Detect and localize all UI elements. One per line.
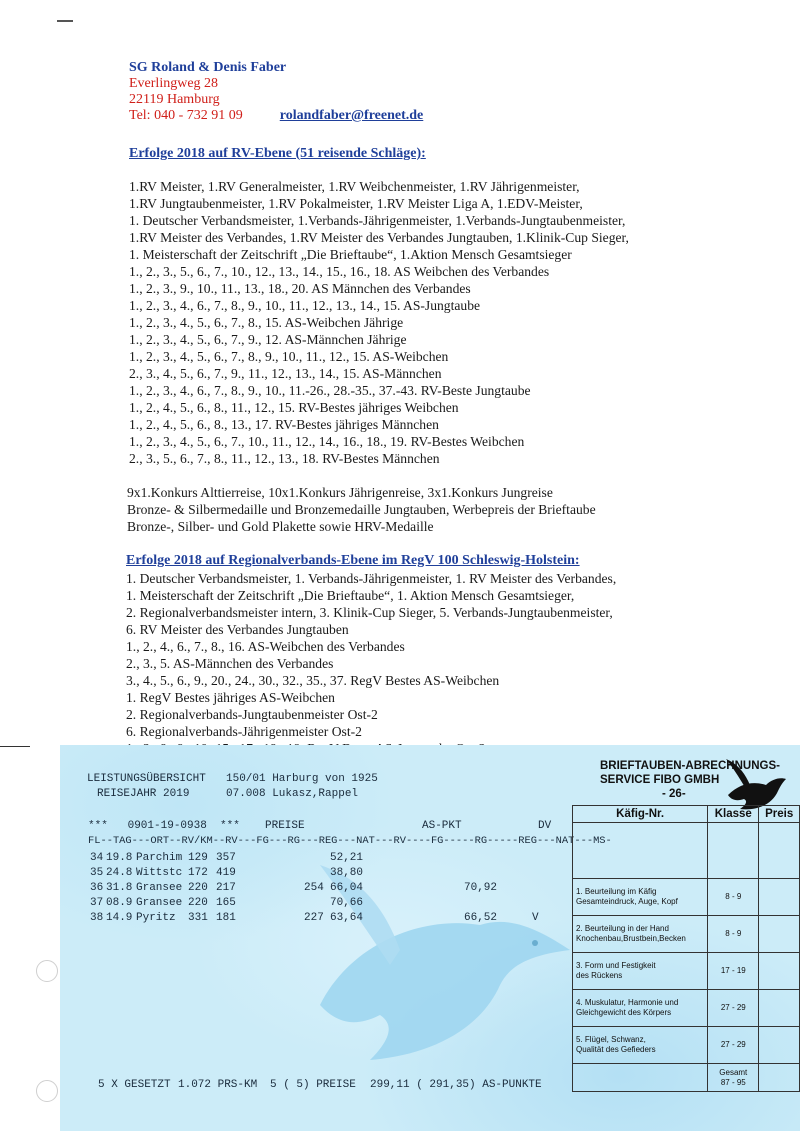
row-as-rv: 63,64 [330, 912, 364, 924]
row-fl: 34 [90, 852, 104, 864]
list-item: 1. Meisterschaft der Zeitschrift „Die Brieftaube“, 1. Aktion Mensch Gesamtsieger, [126, 588, 575, 603]
breeder-name: SG Roland & Denis Faber [129, 60, 287, 75]
breeder-city: 22119 Hamburg [129, 92, 220, 107]
row-tag: 19.8 [106, 852, 133, 864]
list-item: 2. Regionalverbandsmeister intern, 3. Klinik-Cup Sieger, 5. Verbands-Jungtaubenmeister, [126, 605, 613, 620]
list-item: 2., 3., 5. AS-Männchen des Verbandes [126, 656, 334, 671]
row-as-rv: 66,04 [330, 882, 364, 894]
list-item: 1., 2., 3., 4., 6., 7., 8., 9., 10., 11., 12., 13., 14., 15. AS-Jungtaube [129, 298, 481, 313]
price-cell [759, 823, 800, 879]
service-line2: SERVICE FIBO GMBH [600, 774, 720, 786]
list-item: 1. RegV Bestes jähriges AS-Weibchen [126, 690, 335, 705]
criteria-score: 27 - 29 [708, 990, 759, 1027]
row-km: 331 [188, 912, 208, 924]
criteria-entry [759, 1027, 800, 1064]
row-as-rg: 70,92 [464, 882, 498, 894]
breeder-phone: Tel: 040 - 732 91 09 [129, 108, 243, 123]
list-item: 1., 2., 4., 5., 6., 8., 11., 12., 15. RV-Bestes jähriges Weibchen [129, 400, 459, 415]
total-score: Gesamt 87 - 95 [708, 1064, 759, 1092]
row-fl: 36 [90, 882, 104, 894]
row-tag: 31.8 [106, 882, 133, 894]
criteria-entry [759, 879, 800, 916]
row-km: 129 [188, 852, 208, 864]
row-preis: 227 [304, 912, 324, 924]
cage-cell [573, 823, 708, 879]
header-price: Preis [759, 806, 800, 823]
criteria-label: 2. Beurteilung in der Hand Knochenbau,Brustbein,Becken [573, 916, 708, 953]
row-ort: Pyritz [136, 912, 176, 924]
criteria-entry [759, 953, 800, 990]
row-as-rv: 38,80 [330, 867, 364, 879]
row-rv: 165 [216, 897, 236, 909]
punch-hole [36, 1080, 58, 1102]
list-item: Bronze-, Silber- und Gold Plakette sowie HRV-Medaille [127, 519, 434, 534]
list-item: 2. Regionalverbands-Jungtaubenmeister Ost-2 [126, 707, 378, 722]
list-item: 1., 2., 3., 9., 10., 11., 13., 18., 20. AS Männchen des Verbandes [129, 281, 471, 296]
row-tag: 08.9 [106, 897, 133, 909]
list-item: Bronze- & Silbermedaille und Bronzemedaille Jungtauben, Werbepreis der Brieftaube [127, 502, 596, 517]
row-ort: Gransee [136, 897, 183, 909]
list-item: 2., 3., 5., 6., 7., 8., 11., 12., 13., 18. RV-Bestes Männchen [129, 451, 440, 466]
section-rv-extra [127, 484, 596, 535]
evaluation-table [572, 805, 800, 1092]
list-item: 6. Regionalverbands-Jährigenmeister Ost-2 [126, 724, 362, 739]
dove-watermark-icon [280, 855, 580, 1075]
list-item: 6. RV Meister des Verbandes Jungtauben [126, 622, 349, 637]
slip-footer-gesetzt: 5 X GESETZT [98, 1079, 171, 1091]
row-fl: 37 [90, 897, 104, 909]
class-cell [708, 823, 759, 879]
list-item: 1., 2., 3., 5., 6., 7., 10., 12., 13., 14., 15., 16., 18. AS Weibchen des Verbandes [129, 264, 550, 279]
list-item: 2., 3., 4., 5., 6., 7., 9., 11., 12., 13., 14., 15. AS-Männchen [129, 366, 442, 381]
list-item: 1. Meisterschaft der Zeitschrift „Die Brieftaube“, 1.Aktion Mensch Gesamtsieger [129, 247, 572, 262]
row-as-rg: 66,52 [464, 912, 498, 924]
result-slip [60, 745, 800, 1131]
row-tag: 24.8 [106, 867, 133, 879]
slip-year: REISEJAHR 2019 [97, 788, 190, 800]
row-fl: 35 [90, 867, 104, 879]
criteria-label: 5. Flügel, Schwanz, Qualität des Gefieders [573, 1027, 708, 1064]
row-rv: 217 [216, 882, 236, 894]
criteria-label: 1. Beurteilung im Käfig Gesamteindruck, Auge, Kopf [573, 879, 708, 916]
row-dv: V [532, 912, 539, 924]
row-ort: Parchim [136, 852, 183, 864]
row-ort: Wittstc [136, 867, 183, 879]
row-fl: 38 [90, 912, 104, 924]
list-item: 1. Deutscher Verbandsmeister, 1. Verbands-Jährigenmeister, 1. RV Meister des Verbandes, [126, 571, 617, 586]
list-item: 3., 4., 5., 6., 9., 20., 24., 30., 32., 35., 37. RegV Bestes AS-Weibchen [126, 673, 500, 688]
row-rv: 181 [216, 912, 236, 924]
row-as-rv: 52,21 [330, 852, 364, 864]
section-regv-title: Erfolge 2018 auf Regionalverbands-Ebene im RegV 100 Schleswig-Holstein: [126, 553, 580, 568]
list-item: 1., 2., 3., 4., 5., 6., 7., 10., 11., 12., 14., 16., 18., 19. RV-Bestes Weibchen [129, 434, 525, 449]
criteria-score: 17 - 19 [708, 953, 759, 990]
list-item: 9x1.Konkurs Alttierreise, 10x1.Konkurs Jährigenreise, 3x1.Konkurs Jungreise [127, 485, 553, 500]
cut-line [0, 746, 30, 747]
list-item: 1., 2., 3., 4., 6., 7., 8., 9., 10., 11.-26., 28.-35., 37.-43. RV-Beste Jungtaube [129, 383, 531, 398]
header-class: Klasse [708, 806, 759, 823]
criteria-score: 8 - 9 [708, 879, 759, 916]
criteria-entry [759, 916, 800, 953]
service-line1: BRIEFTAUBEN-ABRECHNUNGS- [600, 760, 780, 772]
section-regv-list [126, 570, 616, 757]
list-item: 1., 2., 3., 4., 5., 6., 7., 8., 9., 10., 11., 12., 15. AS-Weibchen [129, 349, 449, 364]
row-as-rv: 70,66 [330, 897, 364, 909]
row-km: 220 [188, 897, 208, 909]
service-page: - 26- [662, 788, 686, 800]
criteria-score: 8 - 9 [708, 916, 759, 953]
list-item: 1.RV Jungtaubenmeister, 1.RV Pokalmeister, 1.RV Meister Liga A, 1.EDV-Meister, [129, 196, 583, 211]
slip-title: LEISTUNGSÜBERSICHT [87, 773, 206, 785]
slip-ring-number: *** 0901-19-0938 *** [88, 820, 240, 832]
row-rv: 357 [216, 852, 236, 864]
row-rv: 419 [216, 867, 236, 879]
breeder-header [129, 60, 423, 124]
row-km: 220 [188, 882, 208, 894]
list-item: 1.RV Meister, 1.RV Generalmeister, 1.RV Weibchenmeister, 1.RV Jährigenmeister, [129, 179, 580, 194]
list-item: 1., 2., 3., 4., 5., 6., 7., 8., 15. AS-Weibchen Jährige [129, 315, 404, 330]
criteria-entry [759, 990, 800, 1027]
list-item: 1., 2., 3., 4., 5., 6., 7., 9., 12. AS-Männchen Jährige [129, 332, 407, 347]
criteria-label: 4. Muskulatur, Harmonie und Gleichgewicht des Körpers [573, 990, 708, 1027]
list-item: 1., 2., 4., 6., 7., 8., 16. AS-Weibchen des Verbandes [126, 639, 405, 654]
section-rv-list [129, 178, 629, 467]
slip-footer-prskm: 1.072 PRS-KM [178, 1079, 258, 1091]
slip-club: 150/01 Harburg von 1925 [226, 773, 378, 785]
punch-hole [36, 960, 58, 982]
list-item: 1., 2., 4., 5., 6., 8., 13., 17. RV-Bestes jähriges Männchen [129, 417, 439, 432]
row-ort: Gransee [136, 882, 183, 894]
breeder-street: Everlingweg 28 [129, 76, 219, 91]
criteria-score: 27 - 29 [708, 1027, 759, 1064]
section-rv-title: Erfolge 2018 auf RV-Ebene (51 reisende Schläge): [129, 146, 426, 161]
row-tag: 14.9 [106, 912, 133, 924]
row-preis: 254 [304, 882, 324, 894]
breeder-email-link[interactable]: rolandfaber@freenet.de [279, 108, 424, 123]
total-entry [759, 1064, 800, 1092]
slip-col-preise: PREISE [265, 820, 305, 832]
list-item: 1. Deutscher Verbandsmeister, 1.Verbands-Jährigenmeister, 1.Verbands-Jungtaubenmeister, [129, 213, 626, 228]
slip-footer-punkte: 299,11 ( 291,35) AS-PUNKTE [370, 1079, 542, 1091]
slip-footer-preise: 5 ( 5) PREISE [270, 1079, 356, 1091]
total-label-cell [573, 1064, 708, 1092]
criteria-label: 3. Form und Festigkeit des Rückens [573, 953, 708, 990]
scan-mark [57, 20, 73, 22]
slip-col-dv: DV [538, 820, 552, 832]
list-item: 1.RV Meister des Verbandes, 1.RV Meister des Verbandes Jungtauben, 1.Klinik-Cup Sieger, [129, 230, 629, 245]
slip-member: 07.008 Lukasz,Rappel [226, 788, 359, 800]
row-km: 172 [188, 867, 208, 879]
slip-column-header: FL--TAG---ORT--RV/KM--RV---FG---RG---REG---NAT---RV----FG-----RG-----REG---NAT---MS- [88, 835, 612, 847]
header-cage-nr: Käfig-Nr. [573, 806, 708, 823]
slip-col-aspkt: AS-PKT [422, 820, 462, 832]
